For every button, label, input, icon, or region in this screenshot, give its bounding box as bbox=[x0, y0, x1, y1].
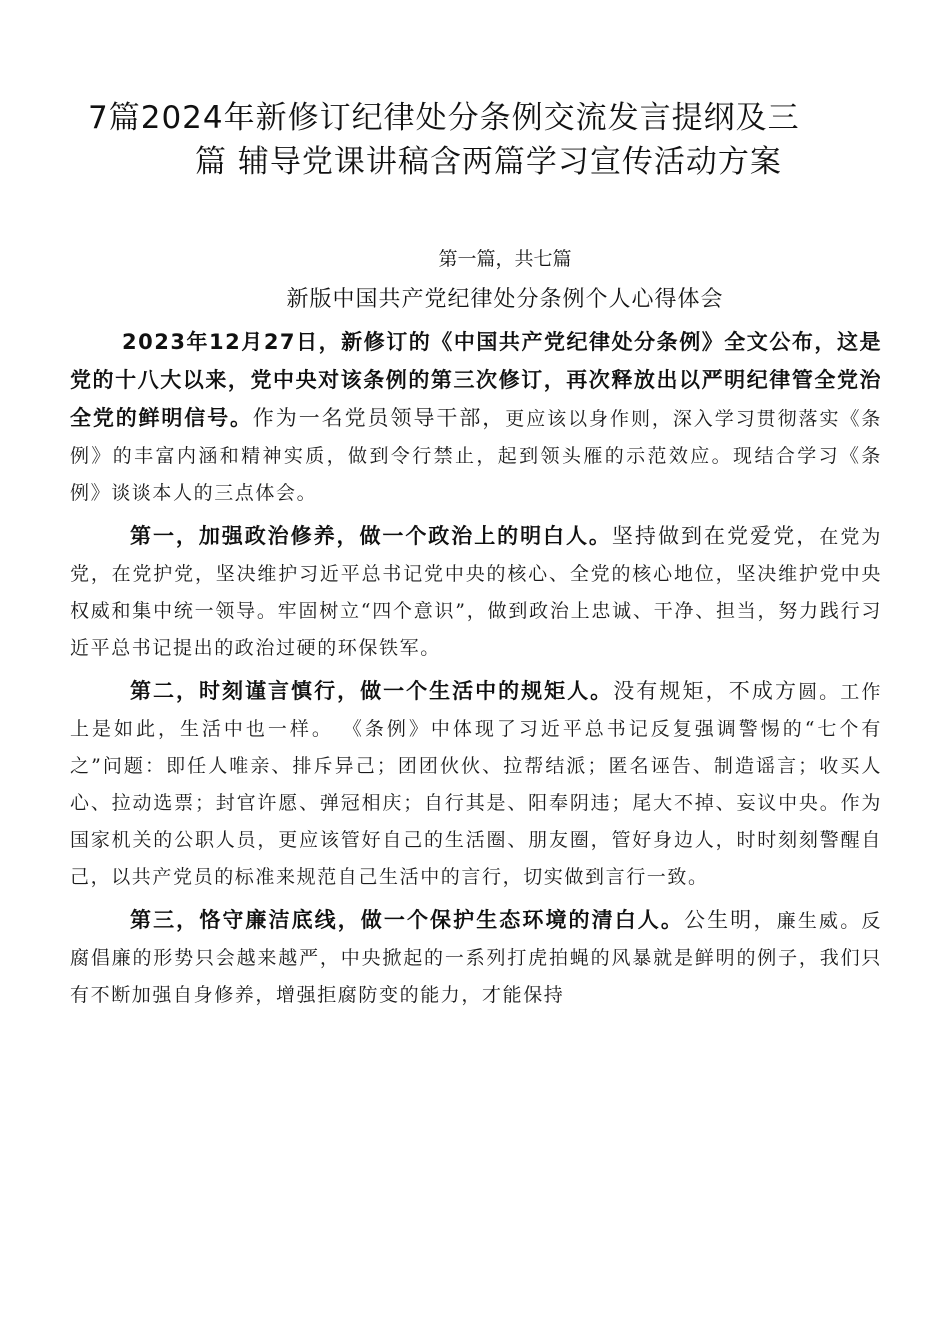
article-body bbox=[70, 324, 882, 1020]
article-title: 新版中国共产党纪律处分条例个人心得体会 bbox=[286, 287, 724, 312]
part-label: 第一篇，共七篇 bbox=[438, 248, 572, 270]
document-title-line-2: 篇 辅导党课讲稿含两篇学习宣传活动方案 bbox=[195, 144, 782, 180]
paragraph-point-2 bbox=[70, 673, 882, 896]
paragraph-intro bbox=[70, 324, 882, 512]
paragraph-text: 没有规矩，不成方 bbox=[613, 679, 799, 703]
paragraph-text: 圆。工作上是如此，生活中也一样。 《条例》中体现了习近平总书记反复强调警惕的“七个有之”问题：即任人唯亲、排斥异己；团团伙伙、拉帮结派；匿名诬告、制造谣言；收买人心、拉动选票；封官许愿、弹冠相庆；自行其是、阳奉阴违；尾大不掉、妄议中央。作为国家机关的公职人员，更应该管好自己的生活圈、朋友圈，管好身边人，时时刻刻警醒自己，以共产党员的标准来规范自己生活中的言行，切实做到言行一致。 bbox=[70, 681, 882, 888]
paragraph-lead: 2023年12月27日，新修订的《中国共产党纪律处分条例》全文公布，这是党的十八大以来，党中央对该条例的第三次修订，再次释放出以严明纪律管全党治全党的鲜明信号。 bbox=[70, 330, 882, 430]
document-title-line-1: 7篇2024年新修订纪律处分条例交流发言提纲及三 bbox=[88, 100, 800, 136]
paragraph-text: 在党为党，在党护党，坚决维护习近平总书记党中央的核心、全党的核心地位，坚决维护党中央权威和集中统一领导。牢固树立“四个意识”，做到政治上忠诚、干净、担当，努力践行习近平总书记提出的政治过硬的环保铁军。 bbox=[70, 526, 882, 659]
paragraph-text: 公生明， bbox=[683, 908, 777, 932]
paragraph-point-3 bbox=[70, 902, 882, 1014]
paragraph-text: 坚持做到在党爱党， bbox=[611, 524, 820, 548]
paragraph-text: 作为一名党员领导干部， bbox=[252, 406, 506, 430]
paragraph-text: 廉生威。反腐倡廉的形势只会越来越严，中央掀起的一系列打虎拍蝇的风暴就是鲜明的例子，我们只有不断加强自身修养，增强拒腐防变的能力，才能保持 bbox=[70, 910, 882, 1006]
paragraph-point-1 bbox=[70, 518, 882, 667]
document-title bbox=[60, 96, 890, 184]
paragraph-text: 更应该以身作则，深入学习贯彻落实《条例》的丰富内涵和精神实质，做到令行禁止，起到领头雁的示范效应。现结合学习《条例》谈谈本人的三点体会。 bbox=[70, 408, 882, 504]
paragraph-lead: 第一，加强政治修养，做一个政治上的明白人。 bbox=[130, 524, 612, 548]
paragraph-lead: 第二，时刻谨言慎行，做一个生活中的规矩人。 bbox=[130, 679, 614, 703]
paragraph-lead: 第三，恪守廉洁底线，做一个保护生态环境的清白人。 bbox=[130, 908, 684, 932]
